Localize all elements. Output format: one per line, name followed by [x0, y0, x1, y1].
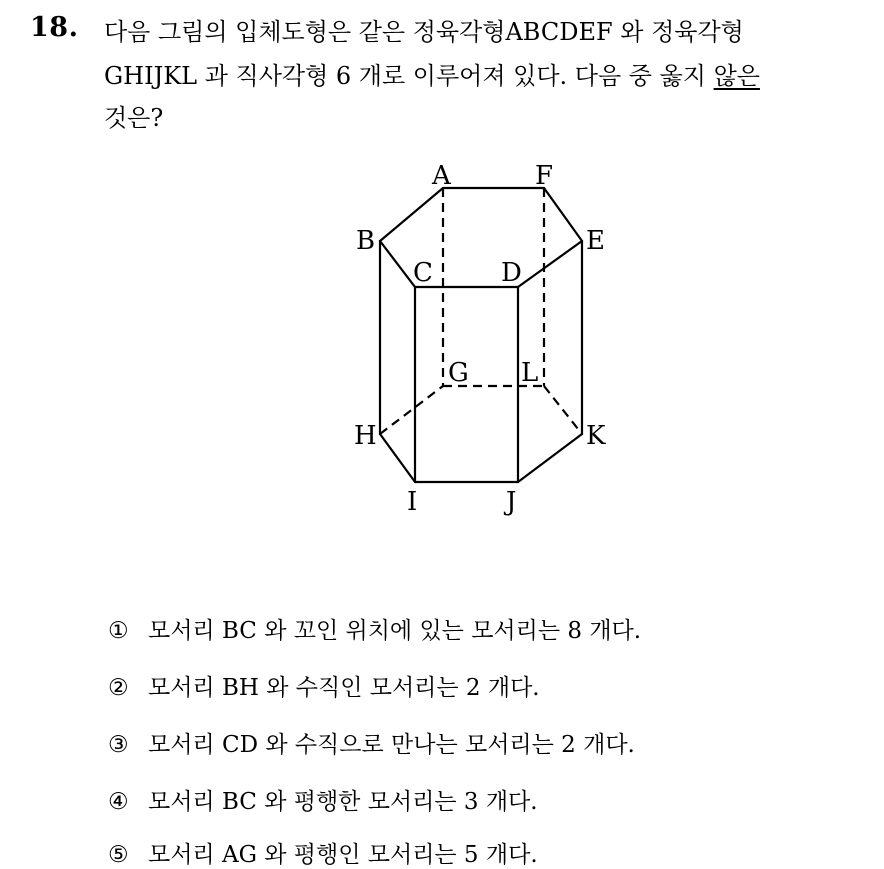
vertex-label-L: L: [521, 358, 539, 388]
choice-5[interactable]: [108, 836, 538, 869]
vertex-label-F: F: [535, 161, 554, 191]
edge-BA: [380, 188, 443, 241]
question-number: 18.: [30, 12, 79, 43]
choice-1[interactable]: [108, 612, 641, 645]
choice-text: 모서리 BC 와 꼬인 위치에 있는 모서리는 8 개다.: [148, 618, 642, 644]
choice-marker: ①: [108, 618, 129, 644]
choice-text: 모서리 CD 와 수직으로 만나는 모서리는 2 개다.: [148, 732, 635, 758]
vertex-labels: [354, 161, 606, 517]
choice-marker: ②: [108, 675, 129, 701]
choice-text: 모서리 BH 와 수직인 모서리는 2 개다.: [148, 675, 540, 701]
edge-HI: [380, 434, 415, 482]
prism-edges: [380, 188, 582, 482]
question-text-line-2-main: GHIJKL 과 직사각형 6 개로 이루어져 있다. 다음 중 옳지: [104, 62, 714, 90]
vertex-label-I: I: [407, 487, 418, 517]
choice-marker: ④: [108, 789, 129, 815]
edge-LK-hidden: [544, 386, 582, 434]
choice-4[interactable]: [108, 783, 538, 816]
edge-FE: [544, 188, 582, 241]
question-text-line-1: 다음 그림의 입체도형은 같은 정육각형ABCDEF 와 정육각형: [104, 18, 744, 46]
choice-marker: ③: [108, 732, 129, 758]
choice-marker: ⑤: [108, 842, 129, 868]
choice-text: 모서리 BC 와 평행한 모서리는 3 개다.: [148, 789, 538, 815]
choice-text: 모서리 AG 와 평행인 모서리는 5 개다.: [148, 842, 538, 868]
edge-HG-hidden: [380, 386, 443, 434]
choice-2[interactable]: [108, 669, 540, 702]
vertex-label-B: B: [356, 226, 376, 256]
vertex-label-J: J: [506, 487, 517, 517]
prism-hidden-edges: [380, 188, 582, 434]
vertex-label-G: G: [448, 358, 469, 388]
vertex-label-D: D: [501, 258, 522, 288]
question-underlined-word: 않은: [713, 62, 760, 90]
vertex-label-H: H: [354, 421, 377, 451]
vertex-label-K: K: [586, 421, 606, 451]
vertex-label-E: E: [586, 226, 605, 256]
question-text-line-3: 것은?: [104, 104, 164, 132]
edge-JK: [518, 434, 582, 482]
choice-3[interactable]: [108, 726, 635, 759]
vertex-label-C: C: [413, 258, 433, 288]
vertex-label-A: A: [432, 161, 451, 191]
edge-CB: [380, 241, 415, 287]
edge-ED: [518, 241, 582, 287]
